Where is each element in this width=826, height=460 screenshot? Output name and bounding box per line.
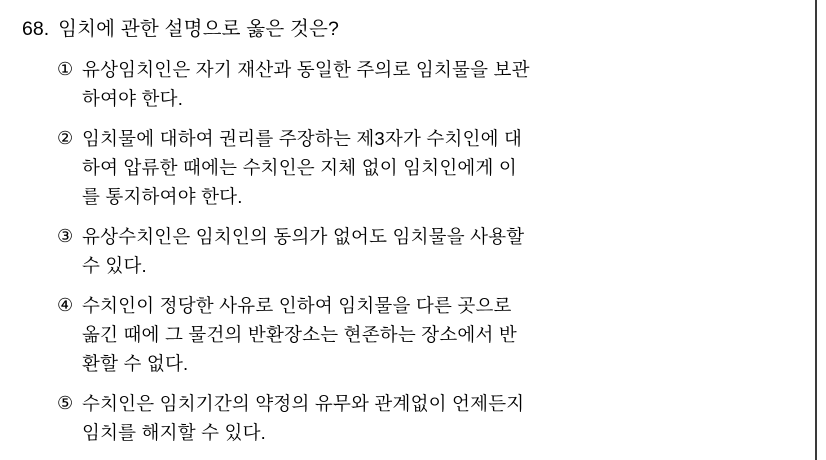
- choice-line: 유상임치인은 자기 재산과 동일한 주의로 임치물을 보관: [82, 59, 530, 80]
- choice-line: 유상수치인은 임치인의 동의가 없어도 임치물을 사용할: [82, 226, 525, 247]
- choice-marker-3: ③: [57, 226, 74, 246]
- choice-text-2: [82, 124, 522, 211]
- choice-line: 임치물에 대하여 권리를 주장하는 제3자가 수치인에 대: [82, 128, 523, 149]
- choice-marker-5: ⑤: [57, 393, 74, 413]
- choice-text-1: [82, 55, 692, 113]
- choice-line: 수치인이 정당한 사유로 인하여 임치물을 다른 곳으로: [82, 295, 512, 316]
- question-stem: [0, 0, 796, 44]
- choice-item-4[interactable]: [57, 291, 796, 378]
- choice-marker-1: ①: [57, 59, 74, 79]
- choice-text-5: [82, 389, 524, 447]
- choice-item-2[interactable]: [57, 124, 796, 211]
- choice-line: 수 있다.: [82, 255, 147, 276]
- choice-line: 임치를 해지할 수 있다.: [82, 422, 266, 443]
- choice-text-3: [82, 222, 524, 280]
- question-stem-text: 임치에 관한 설명으로 옳은 것은?: [58, 18, 340, 40]
- choice-line: 하여야 한다.: [82, 88, 184, 109]
- choice-marker-2: ②: [57, 128, 74, 148]
- choice-line: 수치인은 임치기간의 약정의 유무와 관계없이 언제든지: [82, 393, 525, 414]
- choice-item-3[interactable]: [57, 222, 796, 280]
- choice-text-4: [82, 291, 517, 378]
- choice-marker-4: ④: [57, 295, 74, 315]
- choice-list: [0, 55, 796, 447]
- choice-item-1[interactable]: [57, 55, 796, 113]
- choice-line: 옮긴 때에 그 물건의 반환장소는 현존하는 장소에서 반: [82, 324, 517, 345]
- choice-line: 를 통지하여야 한다.: [82, 186, 243, 207]
- choice-line: 환할 수 없다.: [82, 353, 189, 374]
- choice-line: 하여 압류한 때에는 수치인은 지체 없이 임치인에게 이: [82, 157, 517, 178]
- question-number: 68.: [22, 18, 50, 40]
- column-divider-rule: [815, 0, 817, 460]
- choice-item-5[interactable]: [57, 389, 796, 447]
